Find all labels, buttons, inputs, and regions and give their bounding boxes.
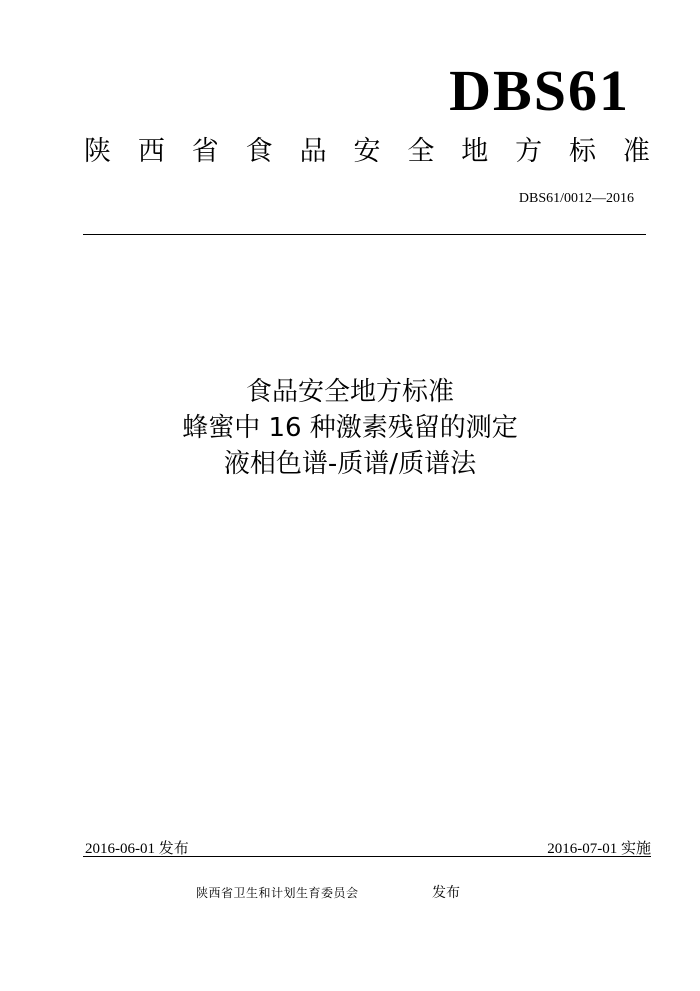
title-line-3: 液相色谱-质谱/质谱法 bbox=[223, 449, 477, 479]
category-char: 品 bbox=[299, 136, 327, 167]
issue-label: 发布 bbox=[432, 885, 460, 901]
date-row bbox=[83, 837, 651, 857]
category-char: 标 bbox=[569, 136, 597, 167]
publish-date: 2016-06-01 发布 bbox=[85, 841, 189, 857]
effective-date: 2016-07-01 实施 bbox=[547, 841, 651, 857]
standard-number: DBS61/0012—2016 bbox=[518, 191, 634, 206]
header-divider bbox=[83, 234, 646, 235]
document-title bbox=[0, 374, 700, 482]
title-line-2: 蜂蜜中 16 种激素残留的测定 bbox=[182, 413, 518, 443]
category-char: 准 bbox=[622, 136, 650, 167]
category-char: 安 bbox=[353, 136, 381, 167]
dbs-logo: DBS61 bbox=[449, 58, 630, 123]
category-char: 西 bbox=[137, 136, 165, 167]
standard-category bbox=[84, 136, 650, 168]
title-line-1: 食品安全地方标准 bbox=[245, 377, 454, 407]
footer-divider bbox=[83, 856, 651, 857]
issuing-authority: 陕西省卫生和计划生育委员会 bbox=[196, 886, 359, 900]
category-char: 省 bbox=[191, 136, 219, 167]
category-char: 陕 bbox=[84, 136, 111, 167]
category-char: 地 bbox=[461, 136, 489, 167]
category-char: 食 bbox=[245, 136, 273, 167]
category-char: 方 bbox=[515, 136, 543, 167]
category-char: 全 bbox=[407, 136, 435, 167]
